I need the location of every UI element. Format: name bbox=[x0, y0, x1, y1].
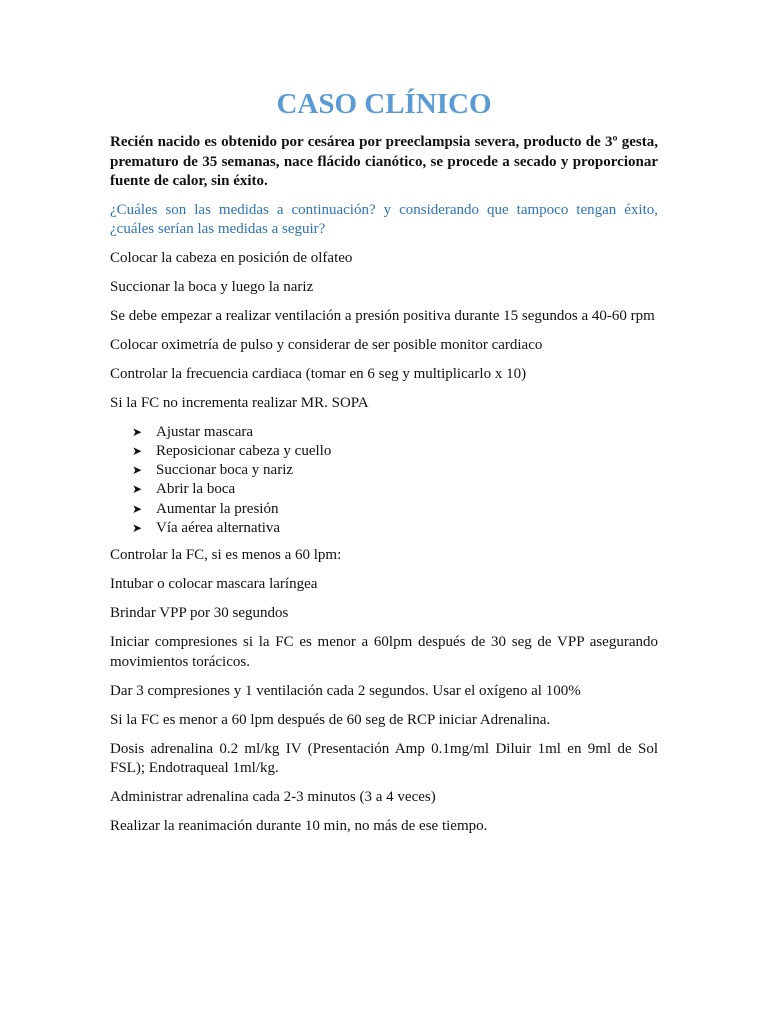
list-item-label: Aumentar la presión bbox=[156, 500, 279, 517]
list-item bbox=[132, 500, 658, 519]
list-item-label: Abrir la boca bbox=[156, 481, 236, 498]
step-paragraph: Si la FC no incrementa realizar MR. SOPA bbox=[110, 394, 369, 411]
arrow-bullet-icon: ➤ bbox=[132, 443, 143, 458]
mr-sopa-list bbox=[132, 423, 658, 539]
step-paragraph: Dar 3 compresiones y 1 ventilación cada 2 segundos. Usar el oxígeno al 100% bbox=[110, 682, 581, 699]
steps-before bbox=[110, 249, 658, 414]
arrow-bullet-icon: ➤ bbox=[132, 482, 143, 497]
list-item bbox=[132, 461, 658, 480]
list-item-label: Vía aérea alternativa bbox=[156, 519, 281, 536]
list-item-label: Reposicionar cabeza y cuello bbox=[156, 442, 332, 459]
step-paragraph: Dosis adrenalina 0.2 ml/kg IV (Presentación Amp 0.1mg/ml Diluir 1ml en 9ml de Sol FSL); Endotraqueal 1ml/kg. bbox=[110, 740, 658, 777]
step-paragraph: Realizar la reanimación durante 10 min, no más de ese tiempo. bbox=[110, 818, 488, 835]
list-item-label: Ajustar mascara bbox=[156, 423, 254, 440]
steps-after bbox=[110, 546, 658, 837]
step-paragraph: Colocar la cabeza en posición de olfateo bbox=[110, 249, 353, 266]
list-item bbox=[132, 442, 658, 461]
list-item bbox=[132, 423, 658, 442]
step-paragraph: Controlar la FC, si es menos a 60 lpm: bbox=[110, 547, 342, 564]
arrow-bullet-icon: ➤ bbox=[132, 463, 143, 478]
arrow-bullet-icon: ➤ bbox=[132, 520, 143, 535]
step-paragraph: Si la FC es menor a 60 lpm después de 60 seg de RCP iniciar Adrenalina. bbox=[110, 711, 551, 728]
step-paragraph: Brindar VPP por 30 segundos bbox=[110, 605, 289, 622]
document-title: CASO CLÍNICO bbox=[276, 88, 492, 120]
list-item bbox=[132, 519, 658, 538]
list-item bbox=[132, 480, 658, 499]
step-paragraph: Colocar oximetría de pulso y considerar de ser posible monitor cardiaco bbox=[110, 336, 543, 353]
step-paragraph: Se debe empezar a realizar ventilación a presión positiva durante 15 segundos a 40-60 rpm bbox=[110, 307, 655, 324]
step-paragraph: Controlar la frecuencia cardiaca (tomar en 6 seg y multiplicarlo x 10) bbox=[110, 365, 527, 382]
case-intro: Recién nacido es obtenido por cesárea por preeclampsia severa, producto de 3º gesta, prematuro de 35 semanas, nace flácido cianótico, se procede a secado y proporcionar fuente de calor, sin éxito. bbox=[110, 134, 658, 189]
step-paragraph: Iniciar compresiones si la FC es menor a 60lpm después de 30 seg de VPP asegurando movimientos torácicos. bbox=[110, 634, 658, 670]
list-item-label: Succionar boca y nariz bbox=[156, 462, 294, 479]
step-paragraph: Succionar la boca y luego la nariz bbox=[110, 278, 314, 295]
arrow-bullet-icon: ➤ bbox=[132, 501, 143, 516]
arrow-bullet-icon: ➤ bbox=[132, 424, 143, 439]
case-question: ¿Cuáles son las medidas a continuación? y considerando que tampoco tengan éxito, ¿cuáles serían las medidas a seguir? bbox=[110, 201, 658, 237]
step-paragraph: Administrar adrenalina cada 2-3 minutos (3 a 4 veces) bbox=[110, 789, 436, 806]
step-paragraph: Intubar o colocar mascara laríngea bbox=[110, 576, 318, 593]
